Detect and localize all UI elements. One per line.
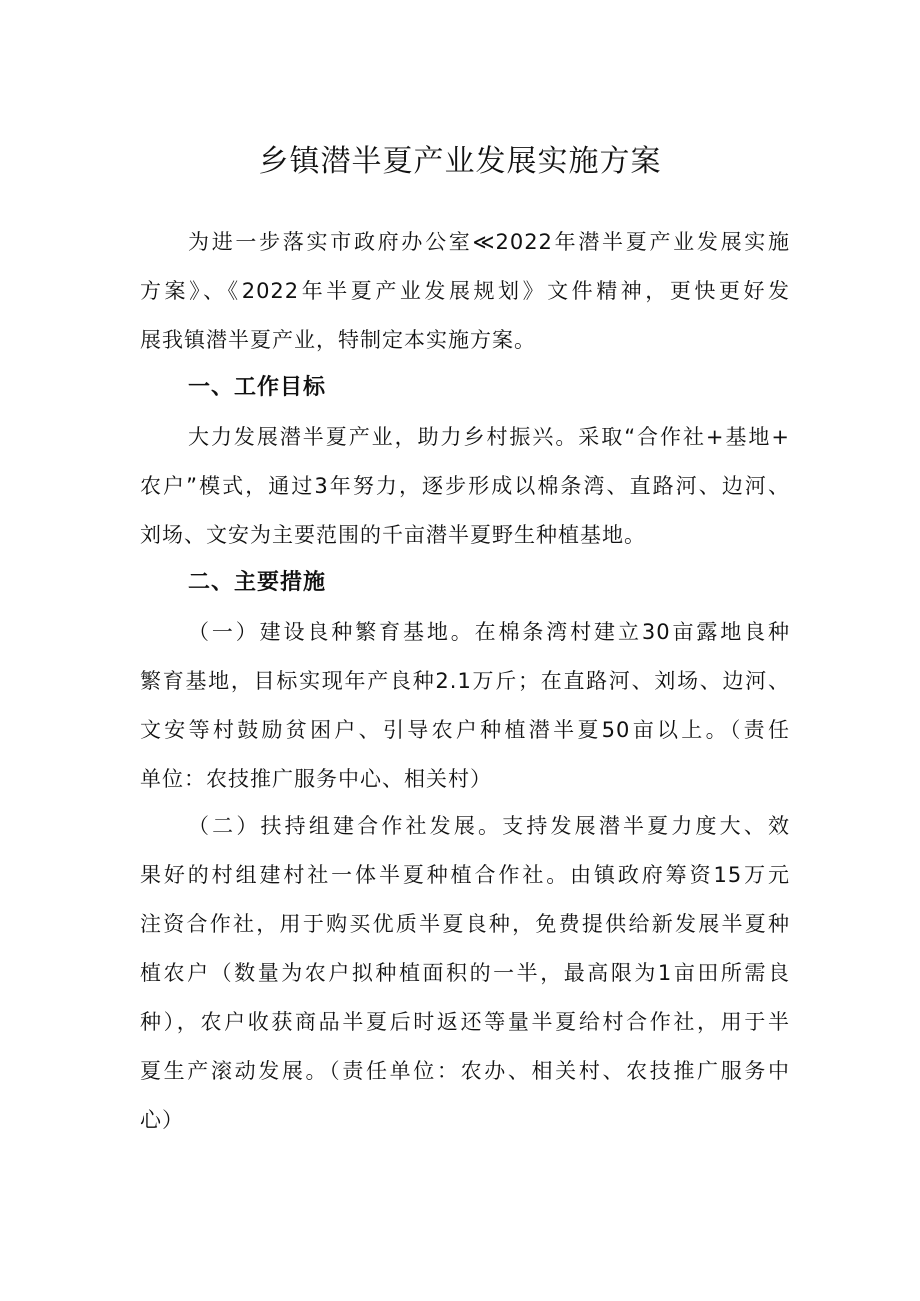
measure-2-line-7: 心） <box>140 1108 184 1132</box>
section-1-line-1: 大力发展潜半夏产业，助力乡村振兴。采取“合作社+基地+ <box>188 425 790 449</box>
measure-2-line-3: 注资合作社，用于购买优质半夏良种，免费提供给新发展半夏种 <box>140 912 790 936</box>
intro-line-1: 为进一步落实市政府办公室≪2022年潜半夏产业发展实施 <box>188 230 790 254</box>
intro-line-3: 展我镇潜半夏产业，特制定本实施方案。 <box>140 328 536 352</box>
measure-2-line-6: 夏生产滚动发展。（责任单位：农办、相关村、农技推广服务中 <box>140 1059 790 1083</box>
document-title: 乡镇潜半夏产业发展实施方案 <box>258 144 662 179</box>
section-2-heading: 二、主要措施 <box>188 570 327 595</box>
measure-2-line-5: 种），农户收获商品半夏后时返还等量半夏给村合作社，用于半 <box>140 1010 790 1034</box>
measure-1-line-4: 单位：农技推广服务中心、相关村） <box>140 767 492 791</box>
section-1-line-3: 刘场、文安为主要范围的千亩潜半夏野生种植基地。 <box>140 523 646 547</box>
measure-1-line-1: （一）建设良种繁育基地。在棉条湾村建立30亩露地良种 <box>188 620 790 644</box>
measure-1-line-3: 文安等村鼓励贫困户、引导农户种植潜半夏50亩以上。（责任 <box>140 718 790 742</box>
section-1-line-2: 农户”模式，通过3年努力，逐步形成以棉条湾、直路河、边河、 <box>140 474 790 498</box>
intro-line-2: 方案》、《2022年半夏产业发展规划》文件精神，更快更好发 <box>140 279 790 303</box>
measure-2-line-1: （二）扶持组建合作社发展。支持发展潜半夏力度大、效 <box>188 814 790 838</box>
measure-2-line-2: 果好的村组建村社一体半夏种植合作社。由镇政府筹资15万元 <box>140 863 790 887</box>
measure-1-line-2: 繁育基地，目标实现年产良种2.1万斤；在直路河、刘场、边河、 <box>140 669 790 693</box>
section-1-heading: 一、工作目标 <box>188 375 327 400</box>
measure-2-line-4: 植农户（数量为农户拟种植面积的一半，最高限为1亩田所需良 <box>140 961 790 985</box>
